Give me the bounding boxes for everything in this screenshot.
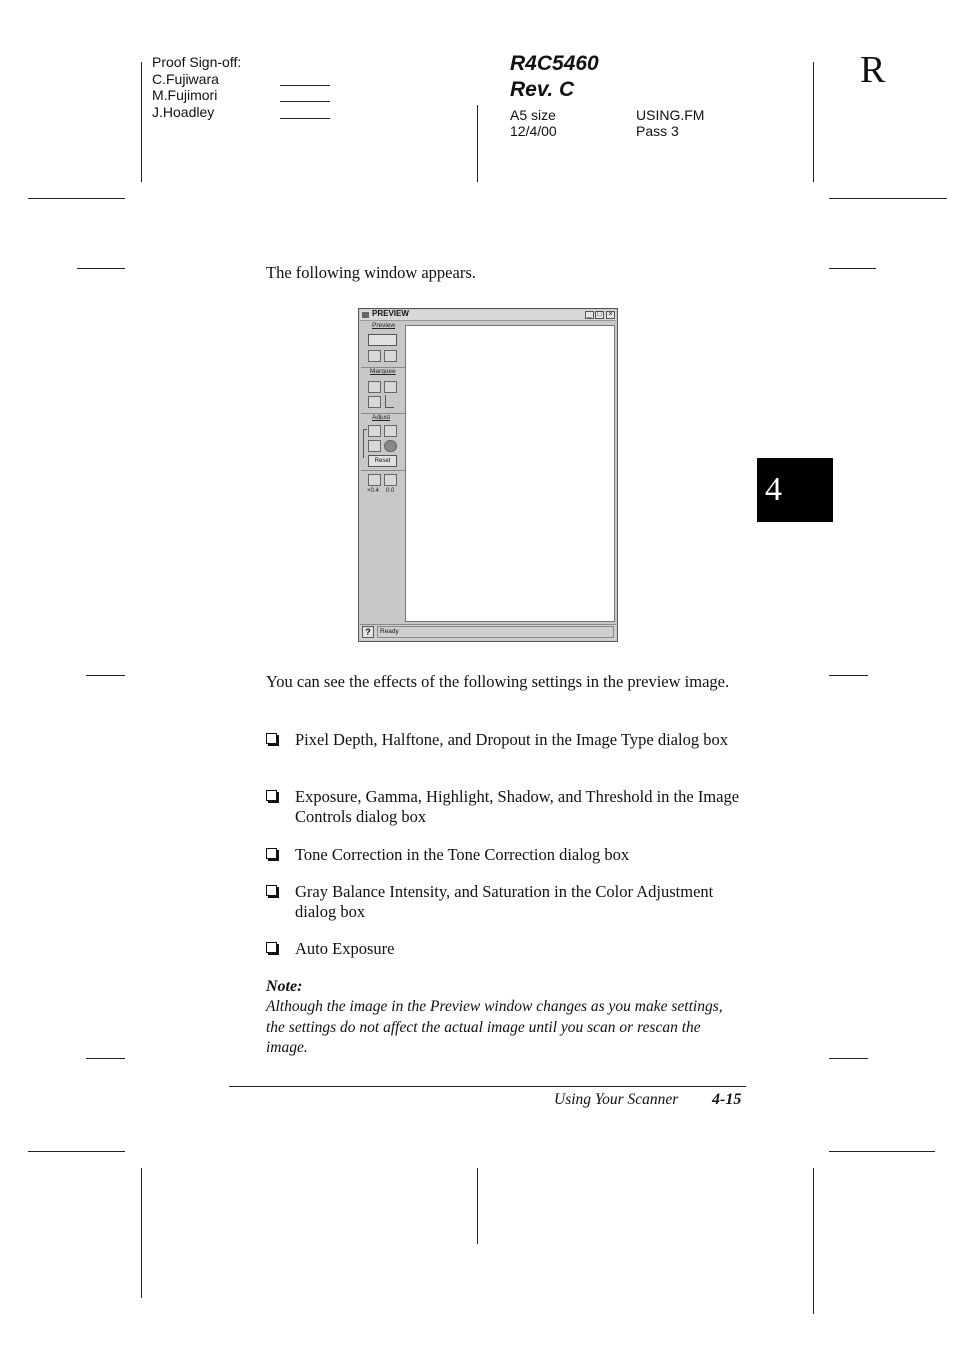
chapter-number: 4 [765, 471, 782, 508]
zoom-preview-button[interactable] [368, 474, 381, 486]
window-titlebar [360, 310, 616, 321]
auto-locate-button[interactable] [368, 396, 381, 408]
chapter-tab [757, 458, 833, 522]
status-text: Ready [377, 626, 614, 638]
crop-mark [77, 268, 125, 269]
list-item-text: Gray Balance Intensity, and Saturation in the Color Adjustment dialog box [295, 882, 714, 921]
note-text: Although the image in the Preview window changes as you make settings, the settings do not affect the actual image until you scan or rescan the image. [266, 998, 723, 1056]
description-paragraph: You can see the effects of the following settings in the preview image. [266, 672, 730, 691]
doc-size: A5 size [510, 107, 556, 123]
reset-button[interactable]: Reset [368, 455, 397, 467]
crop-mark [141, 1168, 142, 1298]
signoff-label: Proof Sign-off: [152, 54, 242, 70]
intro-text: The following window appears. [266, 263, 476, 282]
close-button[interactable]: × [606, 311, 615, 319]
list-item-text: Tone Correction in the Tone Correction dialog box [295, 845, 630, 864]
crop-mark [28, 1151, 125, 1152]
group-label-marquee: Marquee [370, 368, 396, 375]
crop-mark [829, 675, 868, 676]
help-button[interactable]: ? [362, 626, 374, 638]
preview-button[interactable] [368, 334, 397, 346]
marquee-add-button[interactable] [368, 381, 381, 393]
doc-file: USING.FM [636, 107, 705, 123]
zoom-in-button[interactable] [368, 350, 381, 362]
crop-mark [477, 105, 478, 182]
status-bar [360, 624, 616, 640]
doc-pass: Pass 3 [636, 123, 679, 139]
minimize-button[interactable]: _ [585, 311, 594, 319]
color-adjust-button[interactable] [384, 425, 397, 437]
crop-mark [86, 675, 125, 676]
crop-mark [813, 1168, 814, 1314]
crop-mark [829, 1058, 868, 1059]
marquee-delete-button[interactable] [384, 381, 397, 393]
gray-balance-button[interactable] [384, 440, 397, 452]
note-title: Note: [266, 978, 303, 995]
rotate-button[interactable] [384, 474, 397, 486]
signoff-blank [280, 85, 330, 86]
adjust-bracket [363, 429, 367, 458]
list-item [266, 787, 746, 827]
image-controls-button[interactable] [368, 425, 381, 437]
crop-mark [829, 198, 947, 199]
group-label-preview: Preview [372, 322, 396, 329]
list-item [266, 845, 746, 865]
crop-mark [829, 268, 876, 269]
footer-section: Using Your Scanner [554, 1091, 679, 1108]
crop-mark [86, 1058, 125, 1059]
doc-revision: Rev. C [510, 78, 575, 101]
footer-rule [229, 1086, 746, 1087]
preview-window [358, 308, 618, 642]
marquee-size-icon [385, 395, 394, 408]
separator [361, 470, 405, 471]
signoff-blank [280, 118, 330, 119]
crop-mark [813, 62, 814, 182]
doc-code: R4C5460 [510, 52, 599, 75]
crop-mark [477, 1168, 478, 1244]
angle-value: 0.0 [386, 488, 395, 494]
crop-mark [829, 1151, 935, 1152]
list-item-text: Exposure, Gamma, Highlight, Shadow, and Threshold in the Image Controls dialog box [295, 787, 740, 826]
list-item-text: Auto Exposure [295, 939, 395, 958]
crop-mark [28, 198, 125, 199]
list-item [266, 939, 746, 959]
crop-mark [141, 62, 142, 182]
page-number: 4-15 [712, 1091, 742, 1108]
checkbox-bullet-icon [266, 733, 277, 744]
list-item-text: Pixel Depth, Halftone, and Dropout in the Image Type dialog box [295, 730, 728, 749]
checkbox-bullet-icon [266, 885, 277, 896]
list-item [266, 730, 746, 750]
signer-name: C.Fujiwara [152, 71, 219, 87]
checkbox-bullet-icon [266, 790, 277, 801]
window-title: PREVIEW [372, 309, 409, 318]
checkbox-bullet-icon [266, 942, 277, 953]
group-label-adjust: Adjust [372, 414, 391, 421]
signer-name: J.Hoadley [152, 104, 215, 120]
corner-letter: R [860, 49, 886, 91]
maximize-button[interactable]: □ [595, 311, 604, 319]
preview-canvas[interactable] [405, 325, 615, 622]
list-item [266, 882, 746, 922]
signer-name: M.Fujimori [152, 87, 218, 103]
app-icon [362, 312, 369, 318]
zoom-out-button[interactable] [384, 350, 397, 362]
doc-date: 12/4/00 [510, 123, 557, 139]
checkbox-bullet-icon [266, 848, 277, 859]
signoff-blank [280, 101, 330, 102]
zoom-value: ×0.4 [367, 488, 379, 494]
tone-correction-button[interactable] [368, 440, 381, 452]
